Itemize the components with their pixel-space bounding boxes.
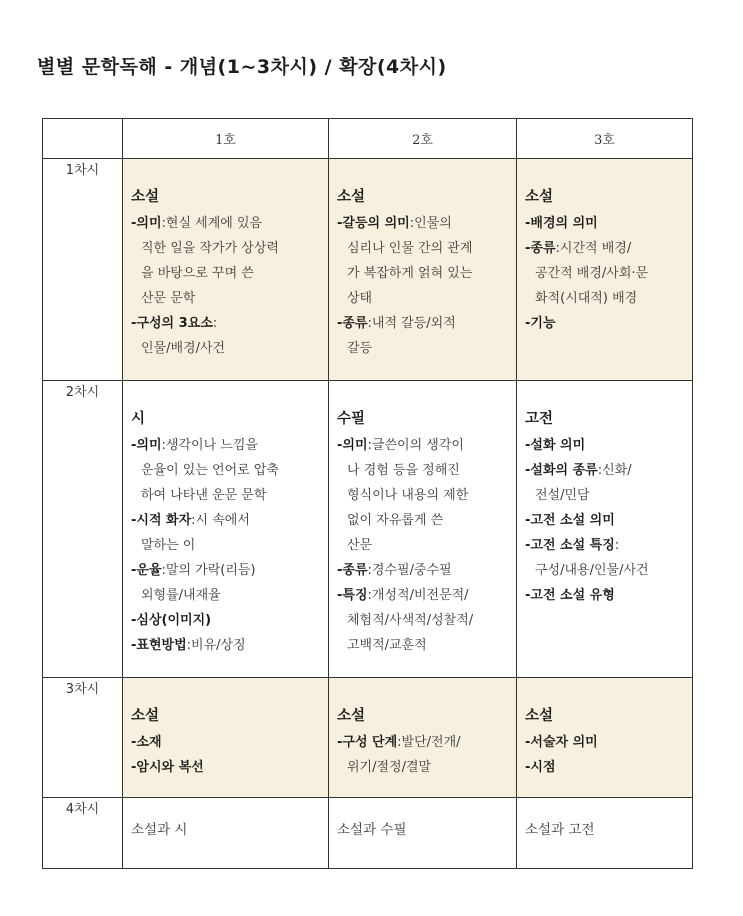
line-text: 갈등 <box>347 341 373 356</box>
line-term: -종류 <box>525 241 556 256</box>
line-text: :개성적/비전문적/ <box>367 588 469 603</box>
column-header-1: 1호 <box>123 119 329 159</box>
line-term: -구성 단계 <box>337 735 398 750</box>
column-header-3: 3호 <box>517 119 693 159</box>
table-row <box>43 798 693 869</box>
cell-line <box>337 755 506 780</box>
cell-line <box>337 730 506 755</box>
line-text: :말의 가락(리듬) <box>161 563 256 578</box>
line-term: -고전 소설 의미 <box>525 513 615 528</box>
cell-title: 소설 <box>131 708 160 724</box>
cell-content <box>329 381 516 658</box>
cell-title: 수필 <box>337 411 366 427</box>
row-label: 4차시 <box>43 798 123 869</box>
row-label: 1차시 <box>43 159 123 381</box>
cell-line <box>131 433 318 458</box>
cell-line <box>131 261 318 286</box>
row-label: 3차시 <box>43 678 123 798</box>
line-term: -고전 소설 유형 <box>525 588 615 603</box>
line-text: :경수필/중수필 <box>367 563 452 578</box>
cell-content <box>123 678 328 780</box>
table-cell <box>329 381 517 678</box>
line-text: :현실 세계에 있음 <box>161 216 263 231</box>
cell-content <box>517 381 692 608</box>
table-cell <box>517 159 693 381</box>
line-text: :생각이나 느낌을 <box>161 438 258 453</box>
line-text: : <box>212 316 218 331</box>
column-header-2: 2호 <box>329 119 517 159</box>
cell-line <box>131 533 318 558</box>
line-text: 인물/배경/사건 <box>141 341 226 356</box>
cell-title: 소설 <box>337 189 366 205</box>
cell-content <box>123 381 328 658</box>
line-text: 없이 자유롭게 쓴 <box>347 513 444 528</box>
line-text: 외형률/내재율 <box>141 588 221 603</box>
cell-line <box>525 508 682 533</box>
line-text: 공간적 배경/사회·문 <box>535 266 649 281</box>
table-cell <box>123 159 329 381</box>
cell-line <box>131 583 318 608</box>
table-cell <box>329 159 517 381</box>
cell-line <box>525 211 682 236</box>
cell-content <box>329 159 516 361</box>
line-text: 직한 일을 작가가 상상력 <box>141 241 279 256</box>
table-cell <box>517 798 693 869</box>
row-label: 2차시 <box>43 381 123 678</box>
line-term: -의미 <box>131 216 162 231</box>
cell-line <box>525 583 682 608</box>
corner-header <box>43 119 123 159</box>
cell-line <box>337 533 506 558</box>
line-term: -표현방법 <box>131 638 187 653</box>
table-row <box>43 381 693 678</box>
cell-line <box>337 483 506 508</box>
cell-line <box>337 558 506 583</box>
cell-content <box>517 159 692 336</box>
table-header-row <box>43 119 693 159</box>
cell-line <box>525 458 682 483</box>
line-term: -종류 <box>337 563 368 578</box>
line-text: :글쓴이의 생각이 <box>367 438 464 453</box>
line-term: -시적 화자 <box>131 513 192 528</box>
cell-text: 소설과 수필 <box>337 822 407 838</box>
cell-line <box>131 458 318 483</box>
table-cell <box>517 381 693 678</box>
line-term: -의미 <box>337 438 368 453</box>
cell-line <box>525 236 682 261</box>
cell-content <box>123 159 328 361</box>
line-text: :시 속에서 <box>191 513 250 528</box>
cell-line <box>337 336 506 361</box>
table-cell <box>123 798 329 869</box>
line-text: : <box>614 538 620 553</box>
line-term: -갈등의 의미 <box>337 216 410 231</box>
table-cell <box>123 678 329 798</box>
table-row <box>43 159 693 381</box>
table-row <box>43 678 693 798</box>
cell-line <box>131 508 318 533</box>
cell-line <box>131 311 318 336</box>
cell-title: 시 <box>131 411 146 427</box>
line-text: 심리나 인물 간의 관계 <box>347 241 473 256</box>
cell-line <box>131 608 318 633</box>
line-term: -구성의 3요소 <box>131 316 213 331</box>
line-text: :시간적 배경/ <box>555 241 632 256</box>
curriculum-table <box>42 118 693 869</box>
cell-line <box>525 730 682 755</box>
line-text: 전설/민담 <box>535 488 590 503</box>
line-term: -배경의 의미 <box>525 216 598 231</box>
cell-title: 소설 <box>337 708 366 724</box>
cell-text: 소설과 고전 <box>525 822 595 838</box>
table-cell <box>329 798 517 869</box>
cell-content <box>517 678 692 780</box>
cell-title: 소설 <box>525 708 554 724</box>
line-text: :인물의 <box>409 216 452 231</box>
cell-line <box>337 236 506 261</box>
cell-line <box>337 433 506 458</box>
cell-line <box>525 533 682 558</box>
cell-line <box>131 558 318 583</box>
line-term: -설화 의미 <box>525 438 586 453</box>
cell-line <box>131 286 318 311</box>
line-text: 말하는 이 <box>141 538 196 553</box>
line-text: 하여 나타낸 운문 문학 <box>141 488 267 503</box>
line-text: :비유/상징 <box>186 638 246 653</box>
line-text: 산문 문학 <box>141 291 196 306</box>
table-cell <box>123 381 329 678</box>
cell-line <box>131 483 318 508</box>
cell-line <box>131 236 318 261</box>
line-text: :신화/ <box>597 463 632 478</box>
cell-line <box>337 583 506 608</box>
cell-line <box>131 730 318 755</box>
line-term: -암시와 복선 <box>131 760 204 775</box>
cell-content <box>329 678 516 780</box>
line-text: 운율이 있는 언어로 압축 <box>141 463 279 478</box>
cell-title: 소설 <box>131 189 160 205</box>
line-term: -고전 소설 특징 <box>525 538 615 553</box>
cell-line <box>337 211 506 236</box>
page-title: 별별 문학독해 - 개념(1~3차시) / 확장(4차시) <box>37 56 447 78</box>
cell-line <box>131 755 318 780</box>
cell-line <box>525 755 682 780</box>
cell-title: 소설 <box>525 189 554 205</box>
cell-line <box>525 261 682 286</box>
cell-line <box>525 311 682 336</box>
line-text: 고백적/교훈적 <box>347 638 427 653</box>
cell-line <box>337 633 506 658</box>
line-term: -소재 <box>131 735 162 750</box>
line-text: 나 경험 등을 정해진 <box>347 463 460 478</box>
line-term: -기능 <box>525 316 556 331</box>
cell-line <box>525 483 682 508</box>
line-text: 산문 <box>347 538 373 553</box>
cell-line <box>131 211 318 236</box>
cell-line <box>337 508 506 533</box>
line-text: 구성/내용/인물/사건 <box>535 563 649 578</box>
line-term: -종류 <box>337 316 368 331</box>
line-text: 위기/절정/결말 <box>347 760 432 775</box>
line-text: 화적(시대적) 배경 <box>535 291 638 306</box>
line-term: -운율 <box>131 563 162 578</box>
cell-line <box>337 261 506 286</box>
line-text: 체험적/사색적/성찰적/ <box>347 613 474 628</box>
line-term: -설화의 종류 <box>525 463 598 478</box>
line-term: -시점 <box>525 760 556 775</box>
cell-line <box>131 633 318 658</box>
cell-line <box>337 311 506 336</box>
cell-title: 고전 <box>525 411 554 427</box>
line-text: 형식이나 내용의 제한 <box>347 488 469 503</box>
line-text: :발단/전개/ <box>397 735 461 750</box>
line-term: -의미 <box>131 438 162 453</box>
cell-line <box>337 286 506 311</box>
cell-line <box>337 608 506 633</box>
cell-line <box>525 286 682 311</box>
line-term: -심상(이미지) <box>131 613 212 628</box>
line-term: -서술자 의미 <box>525 735 598 750</box>
line-text: :내적 갈등/외적 <box>367 316 456 331</box>
line-term: -특징 <box>337 588 368 603</box>
table-cell <box>329 678 517 798</box>
cell-text: 소설과 시 <box>131 822 188 838</box>
table-cell <box>517 678 693 798</box>
cell-line <box>525 558 682 583</box>
cell-line <box>525 433 682 458</box>
line-text: 상태 <box>347 291 373 306</box>
line-text: 을 바탕으로 꾸며 쓴 <box>141 266 254 281</box>
cell-line <box>337 458 506 483</box>
cell-line <box>131 336 318 361</box>
line-text: 가 복잡하게 얽혀 있는 <box>347 266 473 281</box>
